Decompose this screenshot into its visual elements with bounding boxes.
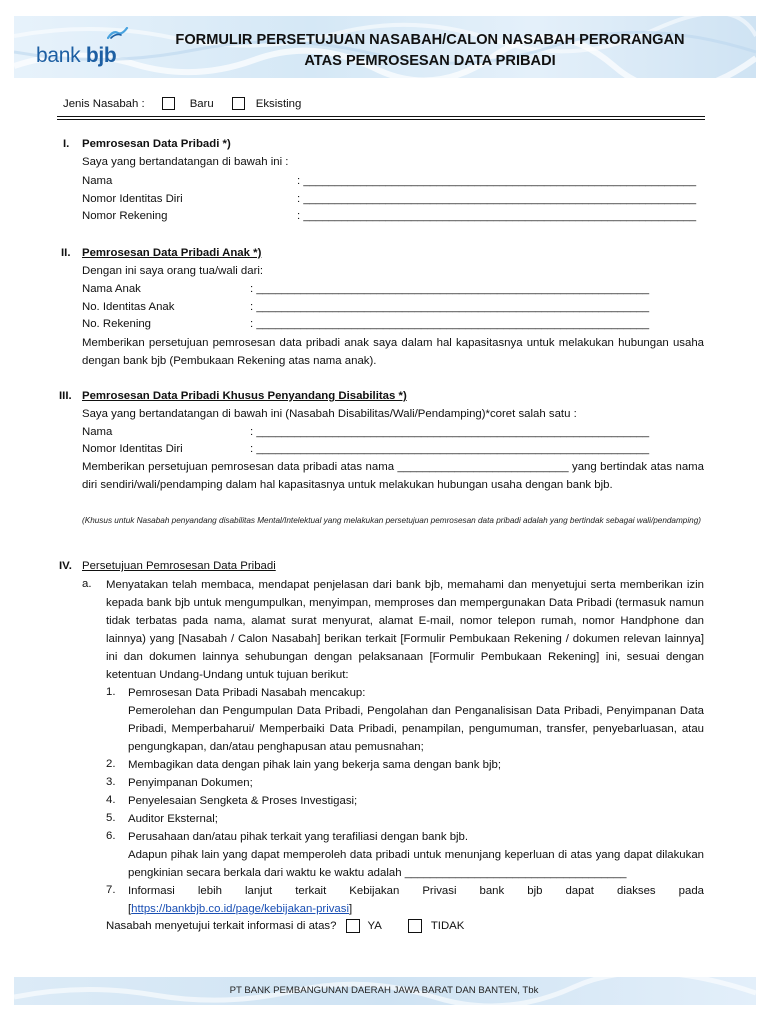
baru-label: Baru (189, 97, 214, 110)
list-item-number: 6. (106, 830, 116, 842)
list-item: Auditor Eksternal; (128, 813, 218, 825)
list-item-subtext: Pemerolehan dan Pengumpulan Data Pribadi, Pengolahan dan Penganalisisan Data Pribadi, Penyimpanan Data Pribadi, Memperbaharui/ Memperbaiki Data Pribadi, penampilan, pengumuman, transfer, penyebarluasan, atau pengungkapan, dan/atau penghapusan atau pemusnahan; (128, 705, 704, 753)
section2-child-id-field[interactable]: : ______________________________________________________________ (250, 301, 650, 313)
section1-id-field[interactable]: : ______________________________________________________________ (297, 193, 697, 205)
section1-field-label: Nama (82, 175, 113, 187)
eksisting-checkbox[interactable] (232, 97, 245, 110)
tidak-checkbox[interactable] (408, 919, 422, 933)
list-item-number: 3. (106, 776, 116, 788)
privacy-link-line: [https://bankbjb.co.id/page/kebijakan-privasi] (128, 903, 353, 915)
list-item-subtext: Adapun pihak lain yang dapat memperoleh data pribadi untuk menunjang keperluan di atas yang dapat dilakukan pengkinian secara berkala dari waktu ke waktu adalah ___________________________________ (128, 849, 704, 879)
section1-number: I. (63, 138, 70, 150)
divider (57, 119, 705, 120)
section2-text: Memberikan persetujuan pemrosesan data pribadi anak saya dalam hal kapasitasnya untuk melakukan hubungan usaha dengan bank bjb (Pembukaan Rekening atas nama anak). (82, 337, 704, 367)
section2-intro: Dengan ini saya orang tua/wali dari: (82, 265, 264, 277)
section3-intro: Saya yang bertandatangan di bawah ini (Nasabah Disabilitas/Wali/Pendamping)*coret salah satu : (82, 408, 577, 420)
list-item: Informasi lebih lanjut terkait Kebijakan Privasi bank bjb dapat diakses pada (128, 885, 704, 897)
section3-field-label: Nama (82, 426, 113, 438)
consent-row (106, 919, 464, 933)
section4-number: IV. (59, 560, 72, 572)
section1-field-label: Nomor Rekening (82, 210, 168, 222)
tidak-label: TIDAK (430, 920, 465, 932)
jenis-label: Jenis Nasabah : (63, 97, 145, 110)
list-item: Membagikan data dengan pihak lain yang bekerja sama dengan bank bjb; (128, 759, 501, 771)
section2-title: Pemrosesan Data Pribadi Anak *) (82, 247, 262, 259)
section3-field-label: Nomor Identitas Diri (82, 443, 183, 455)
divider (57, 116, 705, 117)
section3-name-field[interactable]: : ______________________________________________________________ (250, 426, 650, 438)
page-title: FORMULIR PERSETUJUAN NASABAH/CALON NASABAH PERORANGAN ATAS PEMROSESAN DATA PRIBADI (175, 32, 685, 69)
section1-account-field[interactable]: : ______________________________________________________________ (297, 210, 697, 222)
section2-field-label: Nama Anak (82, 283, 141, 295)
list-item-number: 1. (106, 686, 116, 698)
jenis-nasabah-row (63, 97, 301, 110)
consent-question: Nasabah menyetujui terkait informasi di atas? (106, 920, 337, 932)
logo-swoosh-icon (107, 27, 129, 39)
bank-logo: bank bjb (36, 44, 117, 67)
section3-text: Memberikan persetujuan pemrosesan data pribadi atas nama ___________________________ yang bertindak atas nama diri sendiri/wali/pendamping dalam hal kapasitasnya untuk melakukan hubungan usaha dengan bank bjb. (82, 461, 704, 491)
section4-a-text: Menyatakan telah membaca, mendapat penjelasan dari bank bjb, memahami dan menyetujui serta memberikan izin kepada bank bjb untuk mengumpulkan, menyimpan, memproses dan mempergunakan Data Pribadi (termasuk namun tidak terbatas pada nama, alamat surat menyurat, alamat E-mail, nomor telepon rumah, nomor Handphone dan lainnya) yang [Nasabah / Calon Nasabah] berikan terkait [Formulir Pembukaan Rekening / dokumen relevan lainnya] ini dan dokumen lainnya sehubungan dengan pelaksanaan [Formulir Pembukaan Rekening] ini, sesuai dengan ketentuan Undang-Undang untuk tujuan berikut: (106, 579, 704, 681)
section2-field-label: No. Identitas Anak (82, 301, 175, 313)
section4-a-label: a. (82, 578, 92, 590)
list-item-number: 4. (106, 794, 116, 806)
section2-field-label: No. Rekening (82, 318, 152, 330)
section3-note: (Khusus untuk Nasabah penyandang disabilitas Mental/Intelektual yang melakukan persetujuan pemrosesan data pribadi adalah yang bertindak sebagai wali/pendamping) (82, 516, 702, 525)
list-item: Penyimpanan Dokumen; (128, 777, 253, 789)
section3-number: III. (59, 390, 72, 402)
ya-label: YA (367, 920, 382, 932)
list-item: Perusahaan dan/atau pihak terkait yang terafiliasi dengan bank bjb. (128, 831, 469, 843)
list-item: Penyelesaian Sengketa & Proses Investigasi; (128, 795, 358, 807)
section1-intro: Saya yang bertandatangan di bawah ini : (82, 156, 289, 168)
section1-name-field[interactable]: : ______________________________________________________________ (297, 175, 697, 187)
list-item-number: 2. (106, 758, 116, 770)
footer-company-name: PT BANK PEMBANGUNAN DAERAH JAWA BARAT DAN BANTEN, Tbk (229, 985, 539, 996)
eksisting-label: Eksisting (255, 97, 302, 110)
section2-child-name-field[interactable]: : ______________________________________________________________ (250, 283, 650, 295)
list-item: Pemrosesan Data Pribadi Nasabah mencakup: (128, 687, 366, 699)
section3-title: Pemrosesan Data Pribadi Khusus Penyandang Disabilitas *) (82, 390, 407, 402)
ya-checkbox[interactable] (346, 919, 360, 933)
section4-title: Persetujuan Pemrosesan Data Pribadi (82, 560, 276, 572)
section1-title: Pemrosesan Data Pribadi *) (82, 138, 231, 150)
section2-number: II. (61, 247, 71, 259)
privacy-policy-link[interactable]: https://bankbjb.co.id/page/kebijakan-privasi (131, 903, 349, 915)
section2-account-field[interactable]: : ______________________________________________________________ (250, 318, 650, 330)
section3-id-field[interactable]: : ______________________________________________________________ (250, 443, 650, 455)
section1-field-label: Nomor Identitas Diri (82, 193, 183, 205)
list-item-number: 7. (106, 884, 116, 896)
baru-checkbox[interactable] (162, 97, 175, 110)
list-item-number: 5. (106, 812, 116, 824)
